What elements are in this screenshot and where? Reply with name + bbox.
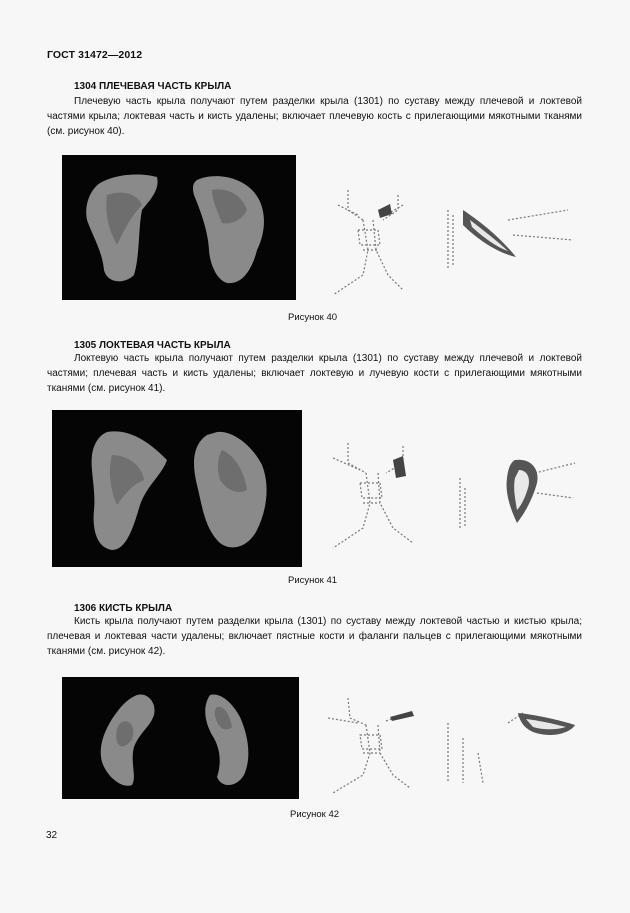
- document-header: ГОСТ 31472—2012: [47, 49, 143, 61]
- photo-wing-forearm: [52, 410, 302, 567]
- section-title-1305: 1305 ЛОКТЕВАЯ ЧАСТЬ КРЫЛА: [74, 340, 231, 351]
- figure-caption-41: Рисунок 41: [288, 575, 338, 586]
- section-title-1304: 1304 ПЛЕЧЕВАЯ ЧАСТЬ КРЫЛА: [74, 81, 232, 92]
- section-title-1306: 1306 КИСТЬ КРЫЛА: [74, 603, 173, 614]
- skeleton-diagram-41: [318, 428, 433, 553]
- skeleton-diagram-42: [318, 683, 428, 798]
- section-text-1305: Локтевую часть крыла получают путем разделки крыла (1301) по суставу между плечевой и локтевой частями; плечевая часть и кисть удалены; включает локтевую и лучевую кости с прилегающими мякотными тканями (см. рисунок 41).: [47, 353, 582, 394]
- photo-wing-humerus: [62, 155, 296, 300]
- page-number: 32: [46, 830, 58, 841]
- photo-wing-tip: [62, 677, 299, 799]
- wing-section-diagram-42: [438, 703, 583, 788]
- section-text-1304: Плечевую часть крыла получают путем разделки крыла (1301) по суставу между плечевой и локтевой частями крыла; локтевая часть и кисть удалены; включает плечевую кость с прилегающими мякотными тканями (см. рисунок 40).: [47, 96, 582, 137]
- section-text-1306: Кисть крыла получают путем разделки крыла (1301) по суставу между локтевой частью и кистью крыла; плечевая и локтевая части удалены; включает пястные кости и фаланги пальцев с прилегающими мякотными тканями (см. рисунок 42).: [47, 616, 582, 657]
- wing-section-diagram-40: [438, 195, 578, 275]
- skeleton-diagram-40: [318, 180, 428, 300]
- figure-caption-40: Рисунок 40: [288, 312, 338, 323]
- wing-section-diagram-41: [445, 448, 580, 533]
- figure-caption-42: Рисунок 42: [290, 809, 340, 820]
